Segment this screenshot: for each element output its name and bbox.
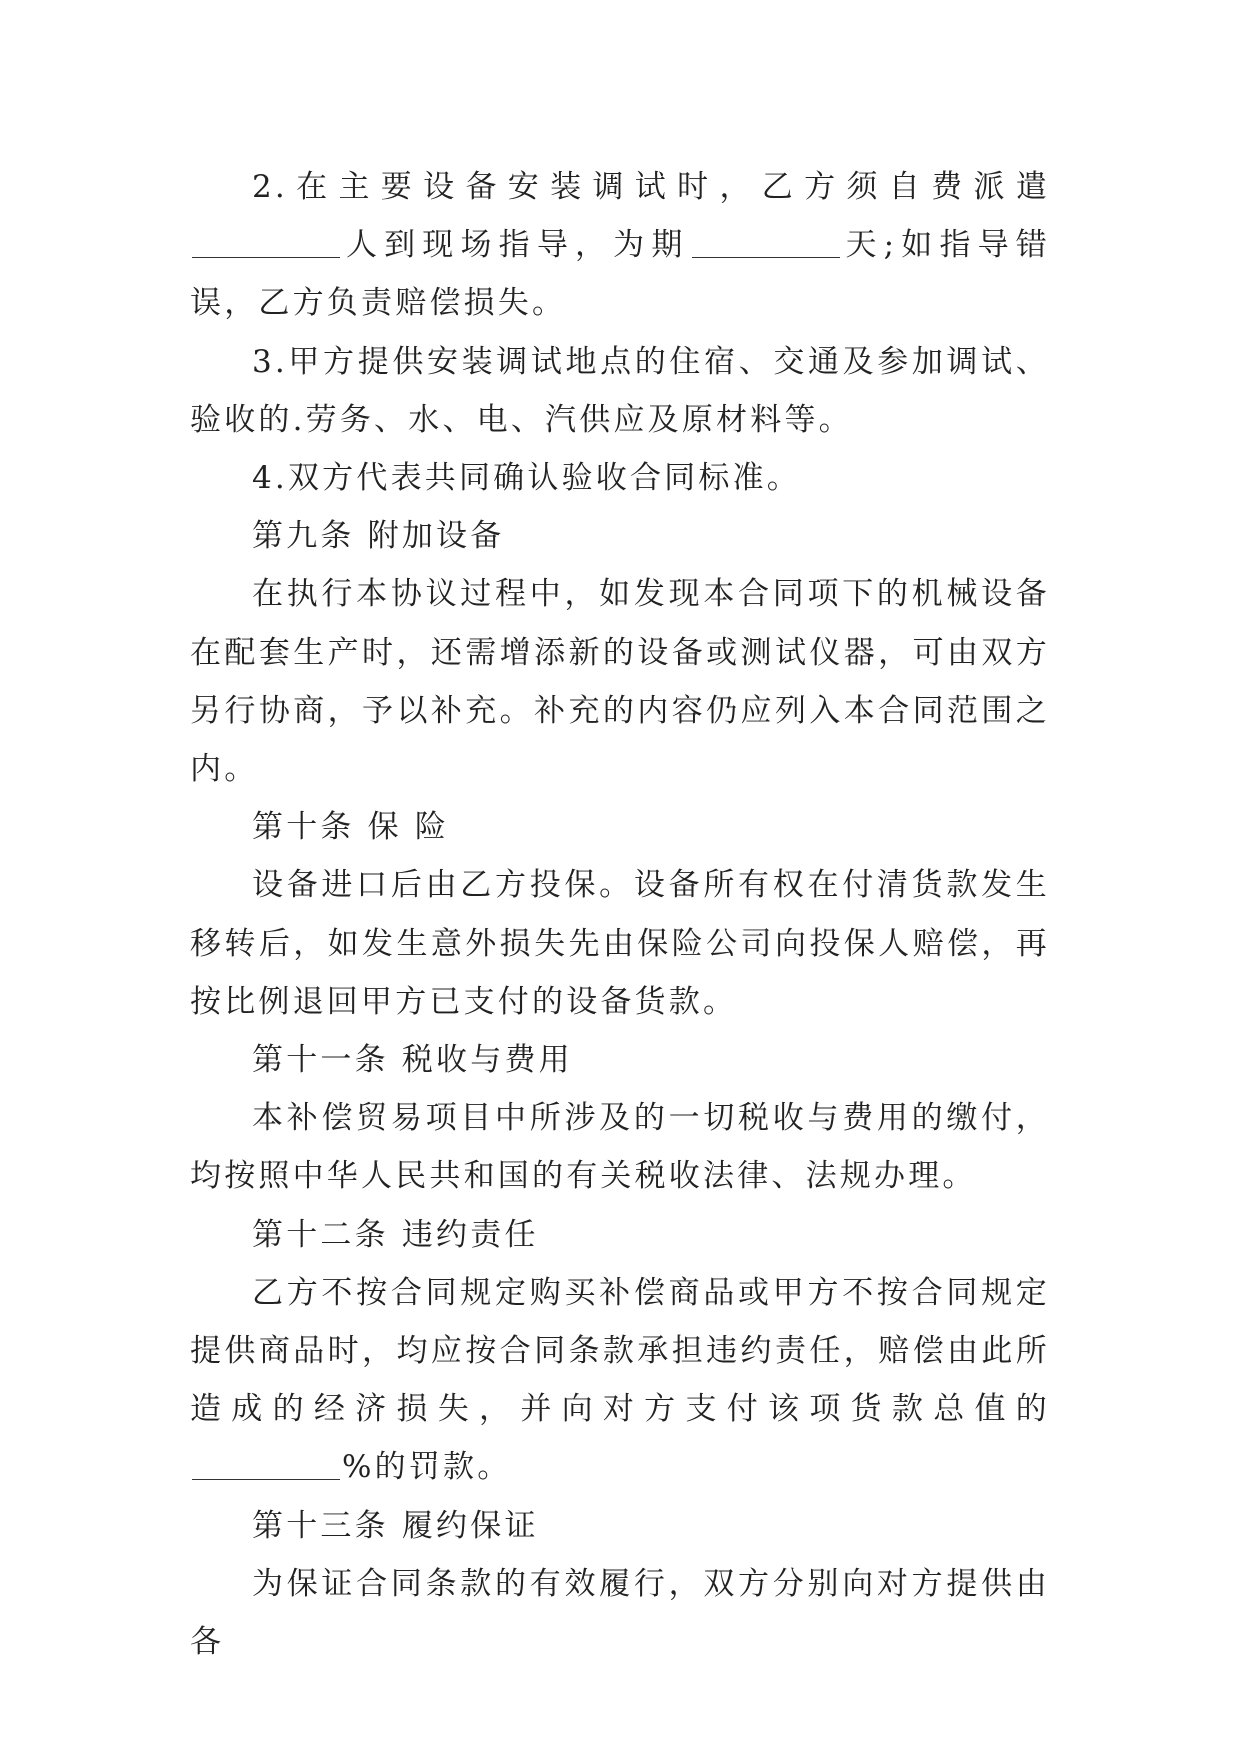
document-body bbox=[190, 158, 1050, 1671]
clause-8-item-4 bbox=[190, 449, 1050, 507]
clause-8-item-2-text-a: 2.在主要设备安装调试时，乙方须自费派遣 bbox=[252, 169, 1050, 205]
clause-12-heading-text: 第十二条 违约责任 bbox=[252, 1216, 539, 1253]
clause-8-item-3-text: 3.甲方提供安装调试地点的住宿、交通及参加调试、验收的.劳务、水、电、汽供应及原材料等。 bbox=[190, 343, 1050, 438]
clause-12-body-text-a: 乙方不按合同规定购买补偿商品或甲方不按合同规定提供商品时，均应按合同条款承担违约责任，赔偿由此所造成的经济损失，并向对方支付该项货款总值的 bbox=[190, 1274, 1050, 1428]
clause-13-heading bbox=[190, 1497, 1050, 1555]
clause-11-body bbox=[190, 1089, 1050, 1205]
clause-9-body-text: 在执行本协议过程中，如发现本合同项下的机械设备在配套生产时，还需增添新的设备或测试仪器，可由双方另行协商，予以补充。补充的内容仍应列入本合同范围之内。 bbox=[190, 576, 1050, 788]
clause-12-body-text-b: %的罚款。 bbox=[342, 1449, 512, 1486]
clause-13-body-text: 为保证合同条款的有效履行，双方分别向对方提供由各 bbox=[190, 1565, 1050, 1661]
clause-13-heading-text: 第十三条 履约保证 bbox=[252, 1507, 539, 1544]
blank-personnel-count bbox=[192, 221, 340, 258]
clause-12-body bbox=[190, 1264, 1050, 1497]
clause-9-body bbox=[190, 565, 1050, 798]
clause-8-item-2 bbox=[190, 158, 1050, 333]
clause-10-heading bbox=[190, 798, 1050, 856]
clause-8-item-3 bbox=[190, 333, 1050, 449]
clause-12-heading bbox=[190, 1206, 1050, 1264]
clause-11-body-text: 本补偿贸易项目中所涉及的一切税收与费用的缴付，均按照中华人民共和国的有关税收法律、法规办理。 bbox=[190, 1100, 1050, 1195]
clause-10-body-text: 设备进口后由乙方投保。设备所有权在付清货款发生移转后，如发生意外损失先由保险公司向投保人赔偿，再按比例退回甲方已支付的设备货款。 bbox=[190, 867, 1050, 1020]
clause-9-heading bbox=[190, 507, 1050, 565]
clause-10-body bbox=[190, 856, 1050, 1031]
clause-8-item-2-text-b: 人到现场指导，为期 bbox=[342, 227, 690, 264]
blank-penalty-percent bbox=[192, 1443, 340, 1480]
clause-13-body bbox=[190, 1555, 1050, 1671]
clause-9-heading-text: 第九条 附加设备 bbox=[252, 518, 505, 555]
clause-8-item-2-text-c: 天;如指导错误，乙方负责赔偿损失。 bbox=[190, 227, 1050, 322]
clause-11-heading bbox=[190, 1031, 1050, 1089]
clause-8-item-4-text: 4.双方代表共同确认验收合同标准。 bbox=[252, 460, 801, 497]
clause-10-heading-text: 第十条 保 险 bbox=[252, 809, 450, 846]
clause-11-heading-text: 第十一条 税收与费用 bbox=[252, 1042, 573, 1079]
blank-days bbox=[692, 221, 840, 258]
